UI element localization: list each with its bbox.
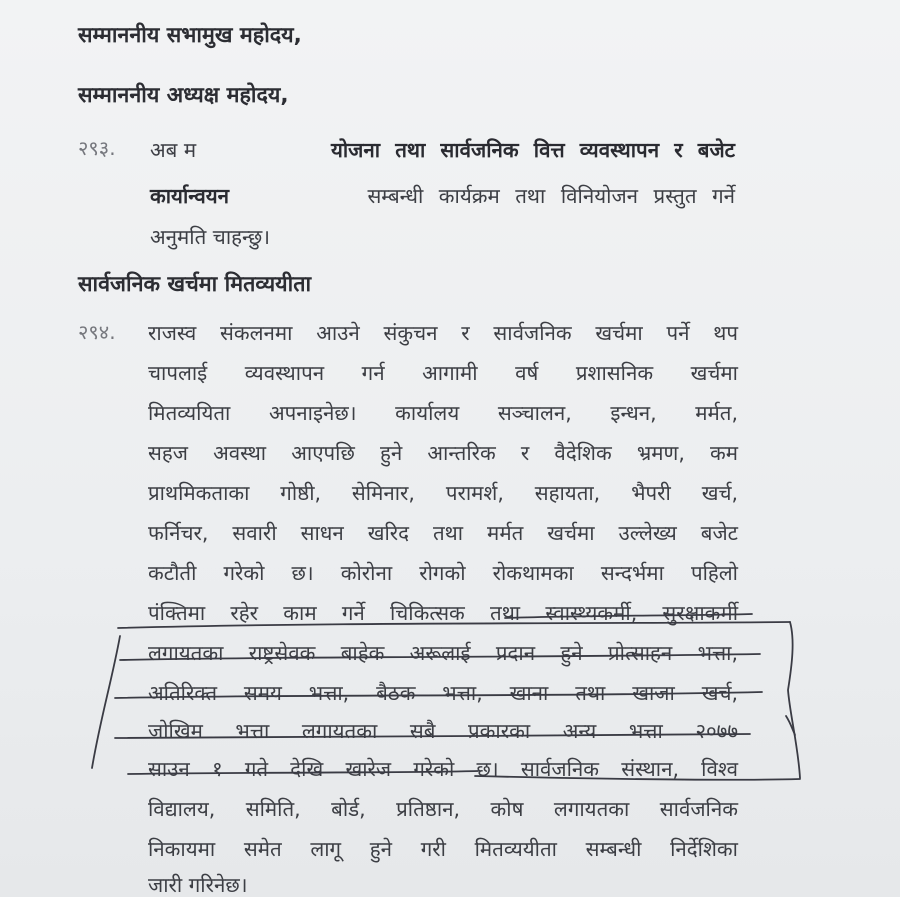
paragraph-294-line: राजस्व संकलनमा आउने संकुचन र सार्वजनिक खर्चमा पर्ने थप [148, 321, 738, 345]
underline-line-12 [128, 771, 478, 774]
paragraph-294-line: प्राथमिकताका गोष्ठी, सेमिनार, परामर्श, सहायता, भैपरी खर्च, [148, 481, 738, 505]
underline-line-10 [115, 692, 762, 698]
paragraph-294-line: मितव्ययिता अपनाइनेछ। कार्यालय सञ्चालन, इन्धन, मर्मत, [148, 401, 738, 425]
paragraph-294-line: लगायतका राष्ट्रसेवक बाहेक अरूलाई प्रदान हुने प्रोत्साहन भत्ता, [148, 641, 738, 665]
paragraph-293-line-2-rest: सम्बन्धी कार्यक्रम तथा विनियोजन प्रस्तुत गर्ने [367, 184, 735, 208]
paragraph-293-line-1-bold: योजना तथा सार्वजनिक वित्त व्यवस्थापन र बजेट [330, 138, 735, 162]
paragraph-293-line-3: अनुमति चाहन्छु। [150, 225, 271, 249]
salutation-chair: सम्माननीय अध्यक्ष महोदय, [78, 83, 289, 108]
paragraph-294-line: विद्यालय, समिति, बोर्ड, प्रतिष्ठान, कोष लगायतका सार्वजनिक [148, 797, 738, 821]
bracket-right [788, 622, 800, 778]
underline-line-11 [115, 734, 750, 738]
paragraph-294-line: जारी गरिनेछ। [148, 873, 248, 897]
bracket-left [92, 636, 120, 768]
paragraph-294-line: जोखिम भत्ता लगायतका सबै प्रकारका अन्य भत्ता २०७७ [148, 719, 738, 743]
paragraph-294-line: पंक्तिमा रहेर काम गर्ने चिकित्सक तथा स्वास्थ्यकर्मी, सुरक्षाकर्मी [148, 601, 738, 625]
paragraph-294-line: फर्निचर, सवारी साधन खरिद तथा मर्मत खर्चमा उल्लेख्य बजेट [148, 521, 738, 545]
paragraph-293-line-1-pre: अब म [150, 138, 197, 162]
paragraph-293-number: २९३. [78, 136, 116, 160]
paragraph-293-line-2-bold: कार्यान्वयन [150, 184, 230, 208]
paragraph-294-line: सहज अवस्था आएपछि हुने आन्तरिक र वैदेशिक भ्रमण, कम [148, 441, 738, 465]
underline-health-workers [505, 614, 752, 618]
section-heading: सार्वजनिक खर्चमा मितव्ययीता [78, 272, 312, 297]
paragraph-294-line: कटौती गरेको छ। कोरोना रोगको रोकथामका सन्दर्भमा पहिलो [148, 561, 738, 585]
paragraph-294-line: चापलाई व्यवस्थापन गर्न आगामी वर्ष प्रशासनिक खर्चमा [148, 361, 738, 385]
bracket-top [118, 622, 790, 628]
paragraph-294-line: निकायमा समेत लागू हुने गरी मितव्ययीता सम्बन्धी निर्देशिका [148, 837, 738, 861]
paragraph-294-line: अतिरिक्त समय भत्ता, बैठक भत्ता, खाना तथा खाजा खर्च, [148, 681, 738, 705]
bracket-bottom [475, 776, 800, 780]
salutation-speaker: सम्माननीय सभामुख महोदय, [78, 23, 302, 48]
paragraph-294-number: २९४. [78, 320, 116, 344]
paragraph-294-line: साउन १ गते देखि खारेज गरेको छ। सार्वजनिक संस्थान, विश्व [148, 757, 738, 781]
underline-line-9 [120, 654, 760, 660]
